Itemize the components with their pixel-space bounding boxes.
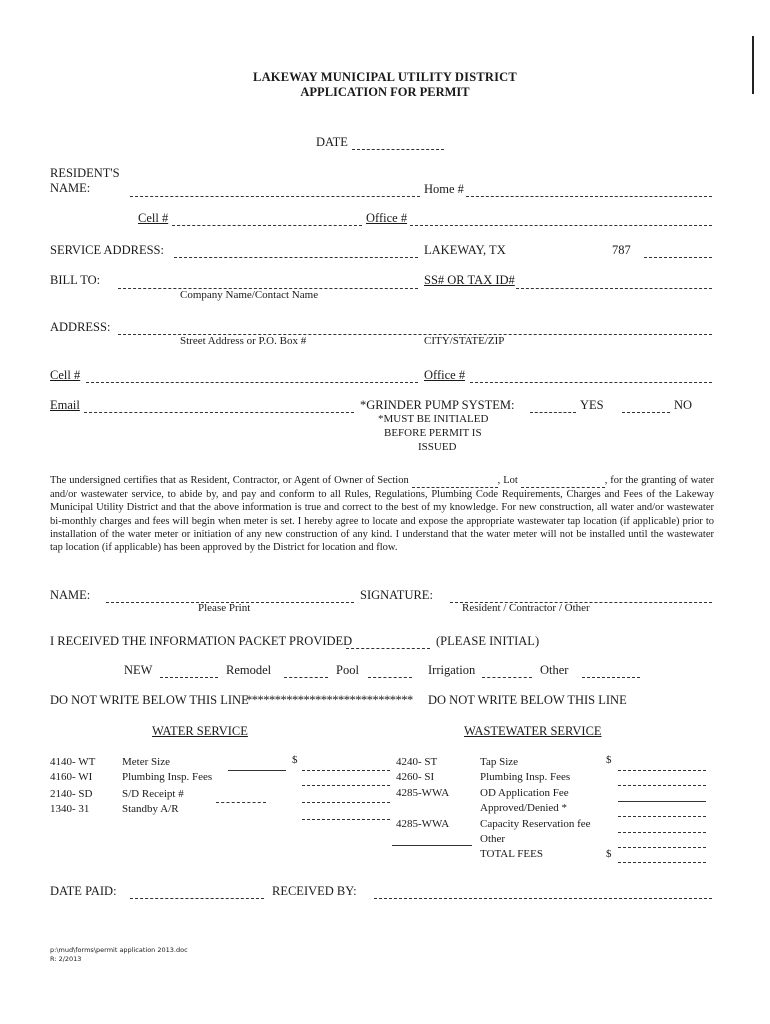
ww-code-1: 4240- ST (396, 756, 438, 768)
bill-to-field[interactable] (118, 272, 418, 289)
home-phone-field[interactable] (466, 180, 712, 197)
irrigation-field[interactable] (482, 661, 532, 678)
date-paid-label: DATE PAID: (50, 884, 117, 898)
water-label-1: Meter Size (122, 756, 170, 768)
ww-label-6: Other (480, 833, 506, 845)
ww-label-5: Capacity Reservation fee (480, 818, 591, 830)
grinder-label: *GRINDER PUMP SYSTEM: (360, 398, 515, 412)
date-field[interactable] (352, 133, 444, 150)
cell-label: Cell # (138, 211, 169, 225)
email-field[interactable] (84, 396, 354, 413)
ww-other-code-field[interactable] (392, 829, 472, 846)
total-fees-label: TOTAL FEES (480, 848, 543, 860)
service-city: LAKEWAY, TX (424, 243, 506, 257)
name-field[interactable] (106, 586, 354, 603)
service-address-label: SERVICE ADDRESS: (50, 243, 164, 257)
ww-label-2: Plumbing Insp. Fees (480, 771, 571, 783)
office-field[interactable] (410, 209, 712, 226)
city-state-zip-sublabel: CITY/STATE/ZIP (424, 335, 505, 347)
revised-date: R: 2/2013 (50, 955, 82, 963)
grinder-yes-label: YES (580, 398, 604, 412)
contact-cell-label: Cell # (50, 368, 81, 382)
received-by-label: RECEIVED BY: (272, 884, 357, 898)
date-paid-field[interactable] (130, 882, 264, 899)
street-sublabel: Street Address or P.O. Box # (180, 335, 307, 347)
water-code-2: 4160- WI (50, 771, 93, 783)
ww-label-4: Approved/Denied * (480, 802, 568, 814)
water-code-4: 1340- 31 (50, 803, 90, 815)
ww-dollar: $ (606, 754, 612, 766)
tax-id-field[interactable] (516, 272, 712, 289)
grinder-note-3: ISSUED (418, 441, 457, 453)
email-label: Email (50, 398, 80, 412)
other-label: Other (540, 663, 569, 677)
address-field[interactable] (118, 318, 712, 335)
divider-stars: ***************************** (246, 693, 413, 707)
divider-left: DO NOT WRITE BELOW THIS LINE (50, 693, 249, 707)
divider-right: DO NOT WRITE BELOW THIS LINE (428, 693, 627, 707)
grinder-note-1: *MUST BE INITIALED (378, 413, 489, 425)
packet-label: I RECEIVED THE INFORMATION PACKET PROVIDED (50, 634, 353, 648)
new-label: NEW (124, 663, 153, 677)
approved-denied-field[interactable] (618, 800, 706, 817)
zip-prefix: 787 (612, 243, 631, 257)
remodel-field[interactable] (284, 661, 328, 678)
date-label: DATE (316, 135, 348, 149)
address-label: ADDRESS: (50, 320, 111, 334)
role-sublabel: Resident / Contractor / Other (462, 602, 590, 614)
lot-field[interactable] (521, 474, 605, 488)
ww-code-3: 4285-WWA (396, 787, 450, 799)
water-code-3: 2140- SD (50, 788, 93, 800)
ww-plumbing-amount[interactable] (618, 769, 706, 786)
resident-label-line2: NAME: (50, 181, 91, 195)
print-sublabel: Please Print (198, 602, 251, 614)
home-phone-label: Home # (424, 182, 464, 196)
sd-receipt-field[interactable] (216, 786, 266, 803)
bill-to-label: BILL TO: (50, 273, 101, 287)
form-title: APPLICATION FOR PERMIT (300, 85, 470, 99)
ww-label-3: OD Application Fee (480, 787, 569, 799)
water-plumbing-amount[interactable] (302, 769, 390, 786)
cell-field[interactable] (172, 209, 362, 226)
tax-id-label: SS# OR TAX ID# (424, 273, 515, 287)
cert-text-part1: The undersigned certifies that as Resident, Contractor, or Agent of Owner of Section (50, 475, 409, 486)
standby-amount[interactable] (302, 803, 390, 820)
contact-office-label: Office # (424, 368, 466, 382)
wastewater-heading: WASTEWATER SERVICE (464, 724, 602, 738)
cert-text-part2: , for the granting of water and/or wastewater service, to abide by, and pay and conform to all Rules, Regulations, Plumbing Code Requirements, Charges and Fees of the Lakeway Municipal Utility District and that the above information is true and correct to the best of my knowledge. For new construction, all water and/or wastewater bi-monthly charges and fees will begin when meter is set. I hereby agree to locate and expose the appropriate wastewater tap location (if applicable) prior to installation of the water meter or initiation of any new construction of any kind. I understand that the water meter will not be installed until the wastewater tap location (if applicable) has been approved by the District for location and flow. (50, 475, 715, 554)
ww-code-2: 4260- SI (396, 771, 435, 783)
signature-field[interactable] (450, 586, 712, 603)
ww-code-5: 4285-WWA (396, 818, 450, 830)
packet-initial-field[interactable] (346, 632, 430, 649)
water-heading: WATER SERVICE (152, 724, 248, 738)
zip-field[interactable] (644, 241, 712, 258)
please-initial-label: (PLEASE INITIAL) (436, 634, 540, 648)
water-label-2: Plumbing Insp. Fees (122, 771, 213, 783)
pool-label: Pool (336, 663, 359, 677)
ww-label-1: Tap Size (480, 756, 519, 768)
contact-cell-field[interactable] (86, 366, 418, 383)
resident-name-field[interactable] (130, 180, 420, 197)
remodel-label: Remodel (226, 663, 272, 677)
water-dollar: $ (292, 754, 298, 766)
water-label-4: Standby A/R (122, 803, 179, 815)
certification-paragraph (50, 474, 714, 554)
org-title: LAKEWAY MUNICIPAL UTILITY DISTRICT (253, 70, 517, 84)
contact-office-field[interactable] (470, 366, 712, 383)
water-code-1: 4140- WT (50, 756, 96, 768)
service-address-field[interactable] (174, 241, 418, 258)
grinder-yes-field[interactable] (530, 396, 576, 413)
meter-size-field[interactable] (228, 754, 286, 771)
cert-lot-label: , Lot (497, 475, 518, 486)
sd-receipt-amount[interactable] (302, 786, 390, 803)
file-path: p:\mud\forms\permit application 2013.doc (50, 946, 188, 954)
grinder-no-label: NO (674, 398, 693, 412)
received-by-field[interactable] (374, 882, 712, 899)
resident-label-line1: RESIDENT'S (50, 166, 120, 180)
company-contact-sublabel: Company Name/Contact Name (180, 289, 319, 301)
total-fees-amount[interactable] (618, 846, 706, 863)
signature-label: SIGNATURE: (360, 588, 433, 602)
grinder-no-field[interactable] (622, 396, 670, 413)
water-label-3: S/D Receipt # (122, 788, 184, 800)
irrigation-label: Irrigation (428, 663, 476, 677)
name-label: NAME: (50, 588, 91, 602)
office-label: Office # (366, 211, 408, 225)
grinder-note-2: BEFORE PERMIT IS (384, 427, 482, 439)
total-dollar: $ (606, 848, 612, 860)
other-field[interactable] (582, 661, 640, 678)
section-field[interactable] (412, 474, 498, 488)
pool-field[interactable] (368, 661, 412, 678)
new-field[interactable] (160, 661, 218, 678)
